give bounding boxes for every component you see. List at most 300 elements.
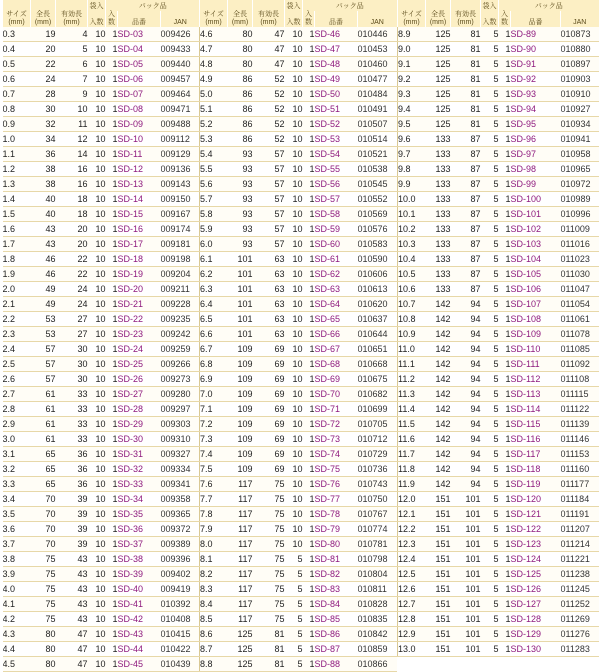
- product-code-cell: SD-17: [118, 237, 161, 252]
- table-row: [398, 642, 599, 657]
- table-row: [200, 297, 397, 312]
- table-row: [200, 342, 397, 357]
- spec-table-1: [2, 0, 200, 672]
- table-row: [3, 267, 200, 282]
- pack-qty-cell: 1: [499, 297, 511, 312]
- jan-cell: 009150: [161, 192, 200, 207]
- effective-length-cell: 87: [451, 267, 481, 282]
- jan-cell: 010965: [561, 162, 599, 177]
- bag-qty-cell: 10: [88, 117, 106, 132]
- jan-cell: 010620: [358, 297, 397, 312]
- pack-qty-cell: 1: [106, 132, 118, 147]
- bag-qty-cell: 10: [88, 327, 106, 342]
- table-row: [200, 57, 397, 72]
- effective-length-cell: 39: [56, 492, 88, 507]
- product-code-cell: SD-110: [511, 342, 561, 357]
- product-code-cell: SD-105: [511, 267, 561, 282]
- bag-qty-cell: 10: [88, 477, 106, 492]
- pack-qty-cell: 1: [303, 282, 315, 297]
- bag-qty-cell: 10: [88, 102, 106, 117]
- effective-length-cell: 33: [56, 402, 88, 417]
- pack-qty-cell: 1: [499, 57, 511, 72]
- jan-cell: 009273: [161, 372, 200, 387]
- pack-qty-cell: 1: [106, 162, 118, 177]
- effective-length-cell: 94: [451, 432, 481, 447]
- header-pack: パック品: [499, 0, 599, 11]
- product-code-cell: SD-67: [315, 342, 358, 357]
- table-row: [200, 177, 397, 192]
- product-code-cell: SD-81: [315, 552, 358, 567]
- bag-qty-cell: 10: [88, 72, 106, 87]
- jan-cell: 009358: [161, 492, 200, 507]
- jan-cell: 010569: [358, 207, 397, 222]
- effective-length-cell: 94: [451, 312, 481, 327]
- pack-qty-cell: 1: [303, 267, 315, 282]
- bag-qty-cell: 10: [88, 417, 106, 432]
- effective-length-cell: 69: [253, 372, 285, 387]
- table-row: [200, 132, 397, 147]
- product-code-cell: SD-03: [118, 27, 161, 42]
- jan-cell: 009402: [161, 567, 200, 582]
- effective-length-cell: 47: [253, 27, 285, 42]
- size-cell: 12.3: [398, 537, 426, 552]
- length-cell: 109: [228, 417, 253, 432]
- length-cell: 142: [426, 357, 451, 372]
- product-code-cell: SD-128: [511, 612, 561, 627]
- bag-qty-cell: 10: [285, 87, 303, 102]
- jan-cell: 009280: [161, 387, 200, 402]
- effective-length-cell: 94: [451, 417, 481, 432]
- jan-cell: 011184: [561, 492, 599, 507]
- jan-cell: 010743: [358, 477, 397, 492]
- jan-cell: 010545: [358, 177, 397, 192]
- product-code-cell: SD-09: [118, 117, 161, 132]
- size-cell: 0.7: [3, 87, 31, 102]
- size-cell: 7.7: [200, 492, 228, 507]
- jan-cell: 010507: [358, 117, 397, 132]
- size-cell: 1.0: [3, 132, 31, 147]
- bag-qty-cell: 5: [481, 117, 499, 132]
- table-row: [398, 357, 599, 372]
- effective-length-cell: 87: [451, 147, 481, 162]
- table-row: [3, 162, 200, 177]
- pack-qty-cell: 1: [499, 522, 511, 537]
- bag-qty-cell: 10: [88, 657, 106, 672]
- jan-cell: 010415: [161, 627, 200, 642]
- product-code-cell: SD-112: [511, 372, 561, 387]
- pack-qty-cell: 1: [106, 27, 118, 42]
- length-cell: 133: [426, 237, 451, 252]
- jan-cell: 009129: [161, 147, 200, 162]
- effective-length-cell: 33: [56, 417, 88, 432]
- bag-qty-cell: 10: [88, 312, 106, 327]
- table-row: [200, 567, 397, 582]
- size-cell: 3.9: [3, 567, 31, 582]
- pack-qty-cell: 1: [303, 252, 315, 267]
- pack-qty-cell: 1: [303, 147, 315, 162]
- product-code-cell: SD-115: [511, 417, 561, 432]
- header-pack: パック品: [303, 0, 397, 11]
- length-cell: 93: [228, 177, 253, 192]
- jan-cell: 011030: [561, 267, 599, 282]
- effective-length-cell: 94: [451, 387, 481, 402]
- size-cell: 4.9: [200, 72, 228, 87]
- length-cell: 93: [228, 162, 253, 177]
- effective-length-cell: 47: [253, 42, 285, 57]
- pack-qty-cell: 1: [303, 447, 315, 462]
- jan-cell: 010644: [358, 327, 397, 342]
- pack-qty-cell: 1: [106, 117, 118, 132]
- effective-length-cell: 30: [56, 357, 88, 372]
- effective-length-cell: 33: [56, 387, 88, 402]
- header-size: サイズ (mm): [200, 0, 228, 27]
- header-bag: 袋入: [285, 0, 303, 11]
- jan-cell: 010910: [561, 87, 599, 102]
- length-cell: 61: [31, 417, 56, 432]
- pack-qty-cell: 1: [499, 327, 511, 342]
- effective-length-cell: 52: [253, 87, 285, 102]
- bag-qty-cell: 5: [481, 642, 499, 657]
- size-cell: 10.6: [398, 282, 426, 297]
- pack-qty-cell: 1: [499, 372, 511, 387]
- pack-qty-cell: 1: [106, 312, 118, 327]
- table-row: [398, 342, 599, 357]
- effective-length-cell: 57: [253, 192, 285, 207]
- jan-cell: 011276: [561, 627, 599, 642]
- length-cell: 117: [228, 492, 253, 507]
- bag-qty-cell: 5: [481, 567, 499, 582]
- pack-qty-cell: 1: [106, 567, 118, 582]
- pack-qty-cell: 1: [303, 102, 315, 117]
- pack-qty-cell: 1: [106, 582, 118, 597]
- effective-length-cell: 81: [451, 117, 481, 132]
- jan-cell: 009228: [161, 297, 200, 312]
- pack-qty-cell: 1: [499, 162, 511, 177]
- effective-length-cell: 94: [451, 327, 481, 342]
- product-code-cell: SD-39: [118, 567, 161, 582]
- product-code-cell: SD-94: [511, 102, 561, 117]
- size-cell: 8.5: [200, 612, 228, 627]
- length-cell: 151: [426, 597, 451, 612]
- table-row: [398, 612, 599, 627]
- header-bag-qty: 入数: [285, 11, 303, 27]
- bag-qty-cell: 10: [88, 612, 106, 627]
- jan-cell: 009396: [161, 552, 200, 567]
- effective-length-cell: 57: [253, 147, 285, 162]
- jan-cell: 011214: [561, 537, 599, 552]
- effective-length-cell: 47: [56, 627, 88, 642]
- length-cell: 133: [426, 252, 451, 267]
- product-code-cell: SD-95: [511, 117, 561, 132]
- jan-cell: 009259: [161, 342, 200, 357]
- length-cell: 53: [31, 312, 56, 327]
- bag-qty-cell: 10: [285, 492, 303, 507]
- length-cell: 117: [228, 522, 253, 537]
- size-cell: 2.0: [3, 282, 31, 297]
- product-code-cell: SD-106: [511, 282, 561, 297]
- bag-qty-cell: 10: [88, 582, 106, 597]
- jan-cell: 011139: [561, 417, 599, 432]
- jan-cell: 009310: [161, 432, 200, 447]
- pack-qty-cell: 1: [303, 342, 315, 357]
- bag-qty-cell: 5: [481, 477, 499, 492]
- effective-length-cell: 22: [56, 252, 88, 267]
- jan-cell: 010552: [358, 192, 397, 207]
- table-row: [3, 507, 200, 522]
- bag-qty-cell: 10: [285, 147, 303, 162]
- bag-qty-cell: 10: [88, 522, 106, 537]
- bag-qty-cell: 10: [88, 492, 106, 507]
- jan-cell: 010460: [358, 57, 397, 72]
- size-cell: 1.8: [3, 252, 31, 267]
- effective-length-cell: 81: [451, 57, 481, 72]
- jan-cell: 010637: [358, 312, 397, 327]
- product-code-cell: SD-29: [118, 417, 161, 432]
- table-row: [398, 147, 599, 162]
- table-row: [3, 597, 200, 612]
- pack-qty-cell: 1: [106, 267, 118, 282]
- product-code-cell: SD-56: [315, 177, 358, 192]
- product-code-cell: SD-76: [315, 477, 358, 492]
- bag-qty-cell: 5: [285, 657, 303, 672]
- bag-qty-cell: 5: [481, 27, 499, 42]
- size-cell: 1.7: [3, 237, 31, 252]
- size-cell: 0.8: [3, 102, 31, 117]
- jan-cell: 009389: [161, 537, 200, 552]
- product-code-cell: SD-126: [511, 582, 561, 597]
- table-row: [200, 627, 397, 642]
- effective-length-cell: 16: [56, 162, 88, 177]
- pack-qty-cell: 1: [499, 447, 511, 462]
- length-cell: 151: [426, 642, 451, 657]
- pack-qty-cell: 1: [303, 42, 315, 57]
- product-code-cell: SD-122: [511, 522, 561, 537]
- length-cell: 24: [31, 72, 56, 87]
- effective-length-cell: 43: [56, 582, 88, 597]
- jan-cell: 010781: [358, 537, 397, 552]
- pack-qty-cell: 1: [499, 597, 511, 612]
- jan-cell: 010880: [561, 42, 599, 57]
- effective-length-cell: 69: [253, 447, 285, 462]
- bag-qty-cell: 5: [481, 102, 499, 117]
- size-cell: 2.6: [3, 372, 31, 387]
- jan-cell: 009372: [161, 522, 200, 537]
- length-cell: 125: [426, 27, 451, 42]
- bag-qty-cell: 10: [88, 177, 106, 192]
- length-cell: 101: [228, 327, 253, 342]
- length-cell: 117: [228, 552, 253, 567]
- bag-qty-cell: 10: [88, 627, 106, 642]
- product-code-cell: SD-74: [315, 447, 358, 462]
- pack-qty-cell: 1: [499, 222, 511, 237]
- jan-cell: 009198: [161, 252, 200, 267]
- bag-qty-cell: 10: [88, 87, 106, 102]
- effective-length-cell: 75: [253, 597, 285, 612]
- effective-length-cell: 101: [451, 552, 481, 567]
- bag-qty-cell: 10: [285, 297, 303, 312]
- pack-qty-cell: 1: [303, 297, 315, 312]
- effective-length-cell: 36: [56, 477, 88, 492]
- length-cell: 93: [228, 192, 253, 207]
- product-code-cell: SD-82: [315, 567, 358, 582]
- pack-qty-cell: 1: [106, 372, 118, 387]
- table-row: [3, 477, 200, 492]
- jan-cell: 010705: [358, 417, 397, 432]
- jan-cell: 011207: [561, 522, 599, 537]
- pack-qty-cell: 1: [499, 342, 511, 357]
- size-cell: 2.4: [3, 342, 31, 357]
- length-cell: 49: [31, 282, 56, 297]
- jan-cell: 010897: [561, 57, 599, 72]
- bag-qty-cell: 10: [285, 357, 303, 372]
- jan-cell: 011085: [561, 342, 599, 357]
- effective-length-cell: 87: [451, 162, 481, 177]
- length-cell: 109: [228, 447, 253, 462]
- product-code-cell: SD-123: [511, 537, 561, 552]
- length-cell: 142: [426, 417, 451, 432]
- size-cell: 10.2: [398, 222, 426, 237]
- bag-qty-cell: 10: [88, 447, 106, 462]
- pack-qty-cell: 1: [499, 147, 511, 162]
- bag-qty-cell: 10: [88, 387, 106, 402]
- pack-qty-cell: 1: [303, 327, 315, 342]
- bag-qty-cell: 10: [285, 417, 303, 432]
- header-pack-qty: 入数: [499, 11, 511, 27]
- size-cell: 11.1: [398, 357, 426, 372]
- pack-qty-cell: 1: [499, 267, 511, 282]
- bag-qty-cell: 5: [285, 627, 303, 642]
- size-cell: 7.0: [200, 387, 228, 402]
- pack-qty-cell: 1: [499, 27, 511, 42]
- header-pack: パック品: [106, 0, 200, 11]
- table-row: [3, 132, 200, 147]
- table-row: [200, 492, 397, 507]
- product-code-cell: SD-62: [315, 267, 358, 282]
- bag-qty-cell: 10: [88, 252, 106, 267]
- product-code-cell: SD-42: [118, 612, 161, 627]
- pack-qty-cell: 1: [303, 507, 315, 522]
- pack-qty-cell: 1: [499, 207, 511, 222]
- effective-length-cell: 75: [253, 492, 285, 507]
- bag-qty-cell: 10: [285, 312, 303, 327]
- size-cell: 11.4: [398, 402, 426, 417]
- pack-qty-cell: 1: [106, 462, 118, 477]
- jan-cell: 010576: [358, 222, 397, 237]
- bag-qty-cell: 5: [285, 642, 303, 657]
- length-cell: 101: [228, 297, 253, 312]
- pack-qty-cell: 1: [303, 177, 315, 192]
- jan-cell: 011122: [561, 402, 599, 417]
- table-row: [3, 237, 200, 252]
- size-cell: 11.5: [398, 417, 426, 432]
- table-row: [3, 357, 200, 372]
- product-code-cell: SD-36: [118, 522, 161, 537]
- jan-cell: 009341: [161, 477, 200, 492]
- pack-qty-cell: 1: [106, 342, 118, 357]
- effective-length-cell: 52: [253, 132, 285, 147]
- product-code-cell: SD-72: [315, 417, 358, 432]
- table-row: [200, 42, 397, 57]
- effective-length-cell: 94: [451, 447, 481, 462]
- table-row: [398, 87, 599, 102]
- header-length: 全長 (mm): [228, 0, 253, 27]
- bag-qty-cell: 10: [88, 432, 106, 447]
- product-code-cell: SD-104: [511, 252, 561, 267]
- size-cell: 7.5: [200, 462, 228, 477]
- size-cell: 5.5: [200, 162, 228, 177]
- length-cell: 109: [228, 462, 253, 477]
- table-row: [200, 522, 397, 537]
- table-row: [398, 117, 599, 132]
- pack-qty-cell: 1: [106, 552, 118, 567]
- length-cell: 142: [426, 312, 451, 327]
- table-row: [200, 117, 397, 132]
- jan-cell: 009334: [161, 462, 200, 477]
- table-row: [200, 327, 397, 342]
- bag-qty-cell: 10: [285, 327, 303, 342]
- size-cell: 8.7: [200, 642, 228, 657]
- length-cell: 70: [31, 507, 56, 522]
- bag-qty-cell: 5: [481, 147, 499, 162]
- size-cell: 2.5: [3, 357, 31, 372]
- effective-length-cell: 101: [451, 627, 481, 642]
- table-row: [3, 537, 200, 552]
- bag-qty-cell: 5: [481, 507, 499, 522]
- bag-qty-cell: 5: [481, 417, 499, 432]
- length-cell: 151: [426, 582, 451, 597]
- product-code-cell: SD-43: [118, 627, 161, 642]
- length-cell: 80: [228, 27, 253, 42]
- table-row: [200, 597, 397, 612]
- size-cell: 12.2: [398, 522, 426, 537]
- pack-qty-cell: 1: [106, 222, 118, 237]
- effective-length-cell: 94: [451, 477, 481, 492]
- effective-length-cell: 63: [253, 267, 285, 282]
- effective-length-cell: 101: [451, 597, 481, 612]
- pack-qty-cell: 1: [499, 312, 511, 327]
- size-cell: 3.6: [3, 522, 31, 537]
- jan-cell: 010958: [561, 147, 599, 162]
- product-code-cell: SD-52: [315, 117, 358, 132]
- product-code-cell: SD-102: [511, 222, 561, 237]
- pack-qty-cell: 1: [303, 417, 315, 432]
- jan-cell: 009174: [161, 222, 200, 237]
- product-code-cell: SD-08: [118, 102, 161, 117]
- pack-qty-cell: 1: [106, 297, 118, 312]
- table-row: [200, 462, 397, 477]
- product-code-cell: SD-108: [511, 312, 561, 327]
- length-cell: 86: [228, 132, 253, 147]
- jan-cell: 010996: [561, 207, 599, 222]
- bag-qty-cell: 5: [481, 387, 499, 402]
- jan-cell: 011238: [561, 567, 599, 582]
- bag-qty-cell: 5: [481, 342, 499, 357]
- header-bag: 袋入: [481, 0, 499, 11]
- bag-qty-cell: 5: [481, 447, 499, 462]
- pack-qty-cell: 1: [499, 402, 511, 417]
- effective-length-cell: 69: [253, 387, 285, 402]
- size-cell: 9.2: [398, 72, 426, 87]
- bag-qty-cell: 5: [285, 597, 303, 612]
- pack-qty-cell: 1: [499, 537, 511, 552]
- effective-length-cell: 47: [253, 57, 285, 72]
- length-cell: 117: [228, 477, 253, 492]
- bag-qty-cell: 5: [481, 57, 499, 72]
- pack-qty-cell: 1: [303, 492, 315, 507]
- length-cell: 61: [31, 432, 56, 447]
- length-cell: 117: [228, 612, 253, 627]
- effective-length-cell: 87: [451, 252, 481, 267]
